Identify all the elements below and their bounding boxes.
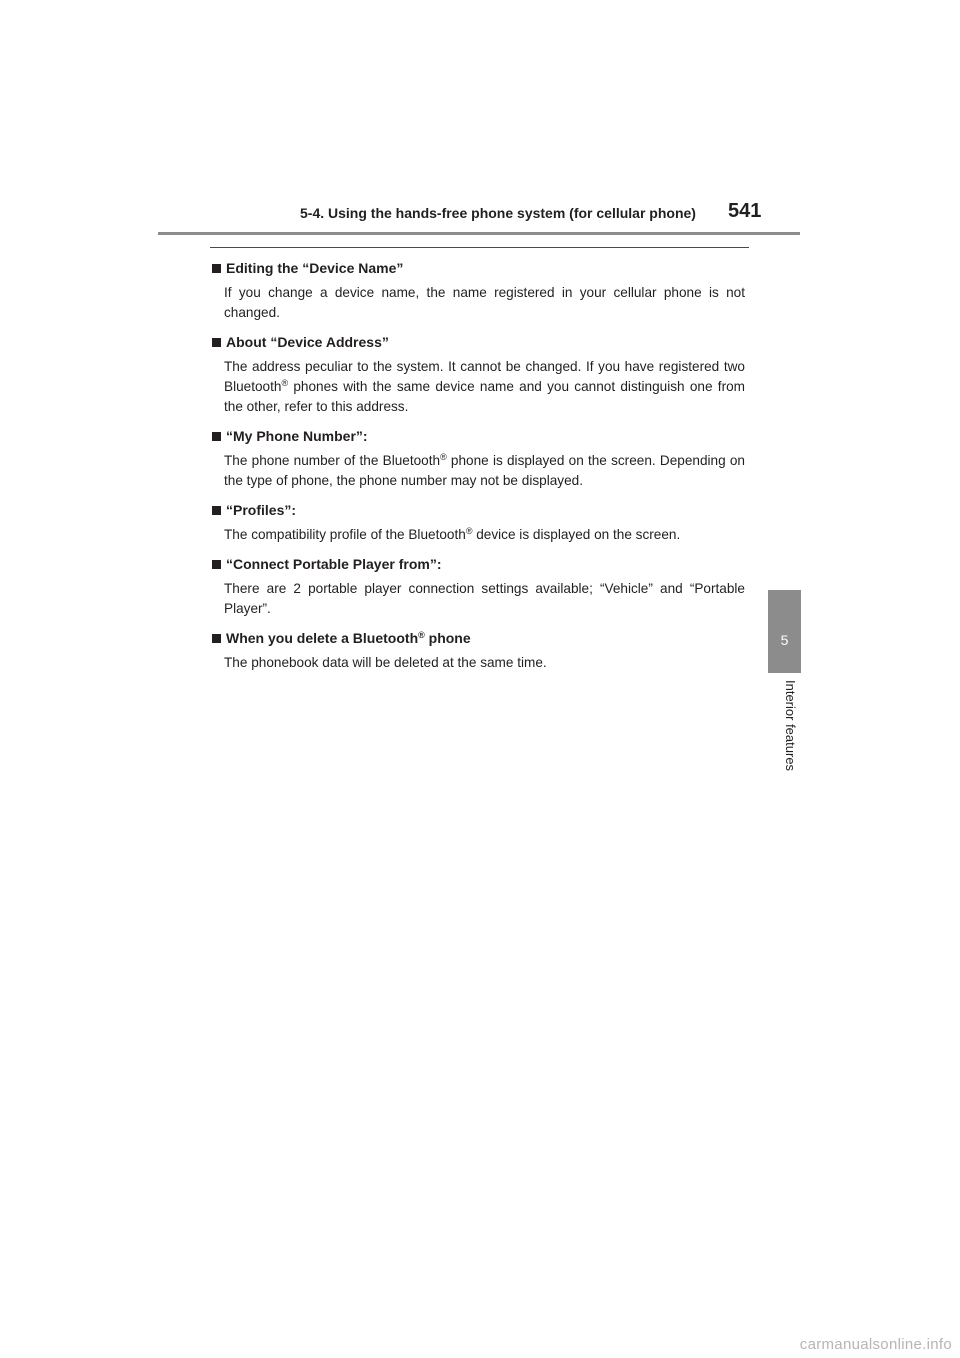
heading-text: “Connect Portable Player from”: <box>226 556 442 572</box>
registered-mark: ® <box>440 452 447 462</box>
section-heading <box>210 258 745 278</box>
registered-mark: ® <box>465 526 473 536</box>
heading-text <box>226 628 471 648</box>
content-rule <box>210 247 749 248</box>
header-rule <box>158 232 800 235</box>
heading-text-part: When you delete a Bluetooth <box>226 630 419 646</box>
square-bullet-icon <box>212 506 221 515</box>
section-device-address <box>210 332 745 417</box>
square-bullet-icon <box>212 560 221 569</box>
section-my-phone-number <box>210 426 745 491</box>
heading-text: About “Device Address” <box>226 334 389 350</box>
section-body <box>210 525 745 545</box>
section-heading <box>210 500 745 520</box>
section-body: There are 2 portable player connection settings available; “Vehicle” and “Portable Player”. <box>224 581 745 616</box>
heading-text: “My Phone Number”: <box>226 428 368 444</box>
section-delete-bluetooth-phone <box>210 628 745 673</box>
section-body <box>210 451 745 491</box>
body-text-part: The compatibility profile of the Bluetooth <box>224 527 466 542</box>
section-connect-portable-player <box>210 554 745 619</box>
section-heading <box>210 332 745 352</box>
watermark: carmanualsonline.info <box>799 1336 952 1353</box>
body-text-part: phone is displayed on the screen. Depending on the type of phone, the phone number may not be displayed. <box>224 453 745 488</box>
square-bullet-icon <box>212 264 221 273</box>
section-heading <box>210 426 745 446</box>
heading-text: Editing the “Device Name” <box>226 260 404 276</box>
section-body: If you change a device name, the name registered in your cellular phone is not changed. <box>224 285 745 320</box>
page-content <box>210 258 745 682</box>
chapter-tab-number: 5 <box>780 632 789 648</box>
body-text-part: The address peculiar to the system. It cannot be changed. If you have registered two Bluetooth <box>224 359 745 394</box>
square-bullet-icon <box>212 338 221 347</box>
heading-text: “Profiles”: <box>226 502 297 518</box>
section-body <box>210 357 745 417</box>
section-profiles <box>210 500 745 545</box>
section-heading <box>210 628 745 648</box>
square-bullet-icon <box>212 432 221 441</box>
registered-mark: ® <box>281 378 289 388</box>
heading-text-part: phone <box>424 630 471 646</box>
registered-mark: ® <box>418 630 425 640</box>
body-text-part: The phone number of the Bluetooth <box>224 453 441 468</box>
square-bullet-icon <box>212 634 221 643</box>
body-text-part: phones with the same device name and you cannot distinguish one from the other, refer to this address. <box>224 379 745 414</box>
running-header-title: 5-4. Using the hands-free phone system (for cellular phone) <box>300 205 696 221</box>
section-editing-device-name <box>210 258 745 323</box>
section-body: The phonebook data will be deleted at the same time. <box>224 655 547 670</box>
section-heading <box>210 554 745 574</box>
page-number: 541 <box>728 200 762 222</box>
body-text-part: device is displayed on the screen. <box>472 527 681 542</box>
chapter-label: Interior features <box>783 680 798 772</box>
